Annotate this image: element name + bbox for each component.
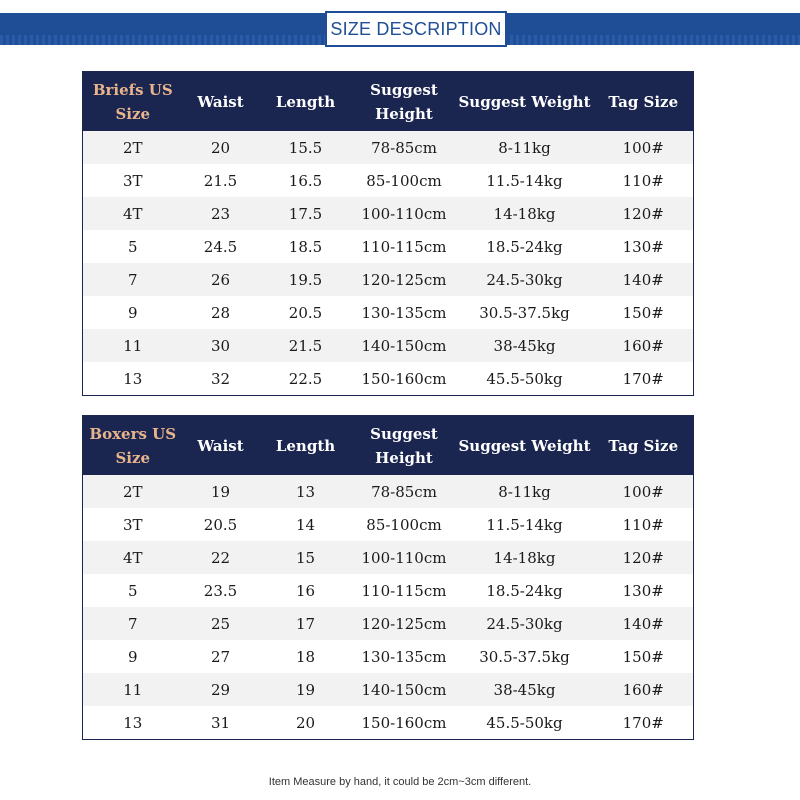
height-cell: 110-115cm	[353, 230, 456, 263]
waist-cell: 23.5	[183, 574, 259, 607]
briefs-header-size: Briefs US Size	[83, 72, 183, 132]
size-cell: 2T	[83, 131, 183, 164]
size-cell: 11	[83, 329, 183, 362]
tag-cell: 120#	[594, 541, 694, 574]
measurement-note: Item Measure by hand, it could be 2cm~3cm different.	[268, 776, 532, 788]
weight-cell: 30.5-37.5kg	[456, 640, 594, 673]
table-row	[83, 541, 694, 574]
briefs-header-waist: Waist	[183, 72, 259, 132]
tag-cell: 130#	[594, 574, 694, 607]
size-cell: 4T	[83, 541, 183, 574]
briefs-header-row	[83, 72, 694, 132]
waist-cell: 21.5	[183, 164, 259, 197]
size-cell: 5	[83, 230, 183, 263]
table-row	[83, 296, 694, 329]
length-cell: 16.5	[259, 164, 353, 197]
boxers-header-length: Length	[259, 416, 353, 476]
briefs-header-height: Suggest Height	[353, 72, 456, 132]
size-cell: 9	[83, 296, 183, 329]
length-cell: 19.5	[259, 263, 353, 296]
weight-cell: 38-45kg	[456, 673, 594, 706]
table-row	[83, 607, 694, 640]
tag-cell: 170#	[594, 706, 694, 740]
height-cell: 150-160cm	[353, 362, 456, 396]
length-cell: 20.5	[259, 296, 353, 329]
tag-cell: 100#	[594, 475, 694, 508]
briefs-size-table	[82, 71, 694, 396]
height-cell: 85-100cm	[353, 508, 456, 541]
table-row	[83, 131, 694, 164]
table-row	[83, 574, 694, 607]
size-cell: 2T	[83, 475, 183, 508]
weight-cell: 11.5-14kg	[456, 508, 594, 541]
tag-cell: 140#	[594, 263, 694, 296]
height-cell: 130-135cm	[353, 640, 456, 673]
table-row	[83, 508, 694, 541]
boxers-header-row	[83, 416, 694, 476]
length-cell: 15.5	[259, 131, 353, 164]
weight-cell: 14-18kg	[456, 541, 594, 574]
length-cell: 17	[259, 607, 353, 640]
size-cell: 13	[83, 706, 183, 740]
tag-cell: 150#	[594, 296, 694, 329]
size-cell: 3T	[83, 164, 183, 197]
waist-cell: 19	[183, 475, 259, 508]
waist-cell: 30	[183, 329, 259, 362]
size-cell: 3T	[83, 508, 183, 541]
tag-cell: 160#	[594, 329, 694, 362]
weight-cell: 38-45kg	[456, 329, 594, 362]
length-cell: 18.5	[259, 230, 353, 263]
height-cell: 150-160cm	[353, 706, 456, 740]
boxers-header-weight: Suggest Weight	[456, 416, 594, 476]
weight-cell: 8-11kg	[456, 131, 594, 164]
table-row	[83, 197, 694, 230]
tag-cell: 170#	[594, 362, 694, 396]
weight-cell: 18.5-24kg	[456, 574, 594, 607]
waist-cell: 24.5	[183, 230, 259, 263]
table-row	[83, 706, 694, 740]
height-cell: 85-100cm	[353, 164, 456, 197]
size-cell: 13	[83, 362, 183, 396]
waist-cell: 23	[183, 197, 259, 230]
length-cell: 22.5	[259, 362, 353, 396]
height-cell: 120-125cm	[353, 263, 456, 296]
waist-cell: 29	[183, 673, 259, 706]
size-cell: 4T	[83, 197, 183, 230]
height-cell: 100-110cm	[353, 541, 456, 574]
weight-cell: 24.5-30kg	[456, 263, 594, 296]
tag-cell: 110#	[594, 164, 694, 197]
length-cell: 13	[259, 475, 353, 508]
tag-cell: 130#	[594, 230, 694, 263]
table-row	[83, 362, 694, 396]
tag-cell: 150#	[594, 640, 694, 673]
length-cell: 14	[259, 508, 353, 541]
height-cell: 120-125cm	[353, 607, 456, 640]
waist-cell: 27	[183, 640, 259, 673]
tag-cell: 140#	[594, 607, 694, 640]
height-cell: 78-85cm	[353, 131, 456, 164]
weight-cell: 45.5-50kg	[456, 706, 594, 740]
boxers-header-size: Boxers US Size	[83, 416, 183, 476]
table-row	[83, 263, 694, 296]
size-cell: 5	[83, 574, 183, 607]
tag-cell: 100#	[594, 131, 694, 164]
height-cell: 100-110cm	[353, 197, 456, 230]
tag-cell: 160#	[594, 673, 694, 706]
weight-cell: 18.5-24kg	[456, 230, 594, 263]
size-cell: 7	[83, 607, 183, 640]
briefs-header-tag: Tag Size	[594, 72, 694, 132]
waist-cell: 20.5	[183, 508, 259, 541]
height-cell: 140-150cm	[353, 673, 456, 706]
weight-cell: 8-11kg	[456, 475, 594, 508]
height-cell: 78-85cm	[353, 475, 456, 508]
weight-cell: 11.5-14kg	[456, 164, 594, 197]
weight-cell: 24.5-30kg	[456, 607, 594, 640]
height-cell: 140-150cm	[353, 329, 456, 362]
banner-title-box	[325, 11, 507, 47]
table-row	[83, 164, 694, 197]
length-cell: 18	[259, 640, 353, 673]
waist-cell: 22	[183, 541, 259, 574]
table-row	[83, 230, 694, 263]
boxers-header-height: Suggest Height	[353, 416, 456, 476]
table-row	[83, 475, 694, 508]
weight-cell: 14-18kg	[456, 197, 594, 230]
length-cell: 20	[259, 706, 353, 740]
table-row	[83, 673, 694, 706]
length-cell: 21.5	[259, 329, 353, 362]
waist-cell: 28	[183, 296, 259, 329]
page-title: SIZE DESCRIPTION	[330, 18, 502, 39]
waist-cell: 20	[183, 131, 259, 164]
tag-cell: 120#	[594, 197, 694, 230]
waist-cell: 31	[183, 706, 259, 740]
waist-cell: 25	[183, 607, 259, 640]
size-cell: 7	[83, 263, 183, 296]
length-cell: 15	[259, 541, 353, 574]
length-cell: 17.5	[259, 197, 353, 230]
boxers-header-waist: Waist	[183, 416, 259, 476]
size-cell: 11	[83, 673, 183, 706]
table-row	[83, 329, 694, 362]
briefs-header-weight: Suggest Weight	[456, 72, 594, 132]
height-cell: 130-135cm	[353, 296, 456, 329]
tag-cell: 110#	[594, 508, 694, 541]
table-row	[83, 640, 694, 673]
size-cell: 9	[83, 640, 183, 673]
length-cell: 19	[259, 673, 353, 706]
waist-cell: 32	[183, 362, 259, 396]
height-cell: 110-115cm	[353, 574, 456, 607]
boxers-size-table	[82, 415, 694, 740]
waist-cell: 26	[183, 263, 259, 296]
weight-cell: 45.5-50kg	[456, 362, 594, 396]
briefs-header-length: Length	[259, 72, 353, 132]
length-cell: 16	[259, 574, 353, 607]
boxers-header-tag: Tag Size	[594, 416, 694, 476]
weight-cell: 30.5-37.5kg	[456, 296, 594, 329]
